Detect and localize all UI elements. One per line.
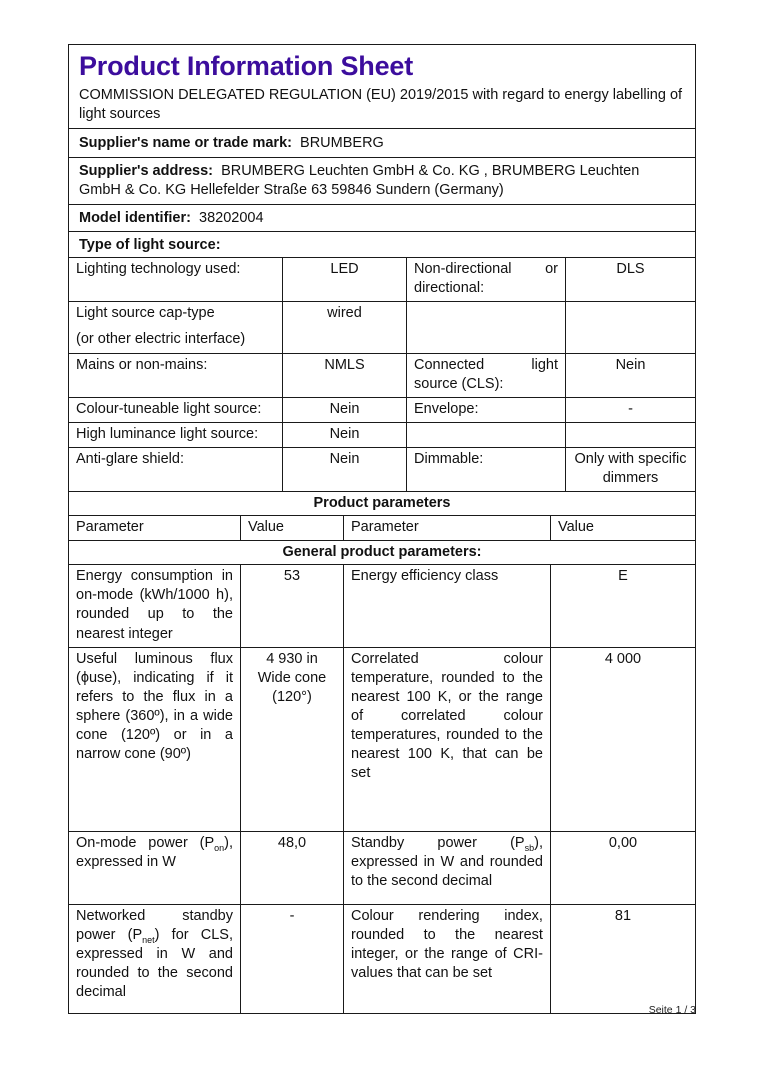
column-header: Value — [240, 515, 343, 540]
supplier-name-label: Supplier's name or trade mark: — [79, 135, 292, 151]
param-label-cell: Standby power $(P_{sb})$, expressed in W and rounded to the second decimal — [344, 831, 551, 904]
product-information-sheet — [68, 45, 696, 1014]
column-header: Value — [550, 515, 695, 540]
spec-param-cell: Anti-glare shield: — [69, 448, 283, 492]
regulation-subtitle: COMMISSION DELEGATED REGULATION (EU) 2019/2015 with regard to energy labelling of light sources — [79, 87, 683, 123]
page-number: Seite 1 / 3 — [648, 1004, 696, 1016]
param-value-cell: 4 930 in Wide cone (120°) — [240, 647, 343, 831]
spec-param-cell — [407, 302, 566, 353]
spec-value-cell: Only with specific dimmers — [566, 448, 696, 492]
param-label-cell: Useful luminous flux (ϕuse), indicating if it refers to the flux in a sphere (360º), in a wide cone (120º) or in a narrow cone (90º) — [69, 647, 241, 831]
model-identifier-row — [68, 204, 696, 232]
column-header-row — [69, 515, 696, 540]
supplier-address-label: Supplier's address: — [79, 162, 213, 179]
spec-param-cell: Dimmable: — [407, 448, 566, 492]
spec-param-cell — [407, 422, 566, 447]
spec-param-cell: Mains or non-mains: — [69, 353, 283, 397]
spec-param-cell: High luminance light source: — [69, 422, 283, 447]
title-block — [68, 44, 696, 130]
spec-value-cell: NMLS — [282, 353, 406, 397]
param-value-cell: 48,0 — [240, 831, 343, 904]
table-row — [69, 353, 696, 397]
param-value-cell: 0,00 — [550, 831, 695, 904]
supplier-name-row — [68, 128, 696, 158]
spec-param-cell: Envelope: — [407, 397, 566, 422]
supplier-address-value: BRUMBERG Leuchten GmbH & Co. KG , BRUMBERG Leuchten GmbH & Co. KG Hellefelder Straße 63 59846 Sundern (Germany) — [79, 162, 640, 199]
model-identifier-label: Model identifier: — [79, 210, 191, 226]
table-row — [69, 448, 696, 492]
spec-param-cell: Non-directional or directional: — [407, 258, 566, 302]
table-row — [69, 422, 696, 447]
light-source-spec-table — [68, 257, 696, 492]
param-label-cell: Energy efficiency class — [344, 565, 551, 648]
spec-value-cell: Nein — [282, 448, 406, 492]
table-row — [69, 831, 696, 904]
cap-type-line2: (or other electric interface) — [76, 331, 246, 348]
param-label-cell: On-mode power $(P_{on})$, expressed in W — [69, 831, 241, 904]
param-value-cell: 81 — [550, 904, 695, 1013]
column-header: Parameter — [344, 515, 551, 540]
subsection-header-row — [69, 541, 696, 565]
model-identifier-value: 38202004 — [199, 210, 264, 226]
spec-value-cell: DLS — [566, 258, 696, 302]
spec-value-cell — [566, 422, 696, 447]
cap-type-line1: Light source cap-type — [76, 305, 215, 322]
param-value-cell: - — [240, 904, 343, 1013]
spec-param-cell: Colour-tuneable light source: — [69, 397, 283, 422]
param-label-cell: Energy consumption in on-mode (kWh/1000 h), rounded up to the nearest integer — [69, 565, 241, 648]
spec-param-cell — [69, 302, 283, 353]
table-row — [69, 647, 696, 831]
spec-value-cell: LED — [282, 258, 406, 302]
param-value-cell: 4 000 — [550, 647, 695, 831]
param-value-cell: 53 — [240, 565, 343, 648]
type-of-light-source-row — [68, 231, 696, 259]
product-parameters-table — [68, 491, 696, 1014]
spec-param-cell: Lighting technology used: — [69, 258, 283, 302]
table-row — [69, 904, 696, 1013]
spec-value-cell: Nein — [282, 397, 406, 422]
param-label-cell: Correlated colour temperature, rounded to the nearest 100 K, or the range of correlated colour temperatures, rounded to the nearest 100 K, that can be set — [344, 647, 551, 831]
param-label-cell: Networked standby power $(P_{net})$ for CLS, expressed in W and rounded to the second decimal — [69, 904, 241, 1013]
type-of-light-source-label: Type of light source: — [79, 236, 221, 253]
section-header-row — [69, 491, 696, 515]
spec-value-cell: Nein — [566, 353, 696, 397]
param-label-cell: Colour rendering index, rounded to the nearest integer, or the range of CRI-values that can be set — [344, 904, 551, 1013]
page-title: Product Information Sheet — [79, 50, 414, 81]
product-parameters-heading: Product parameters — [69, 491, 696, 515]
column-header: Parameter — [69, 515, 241, 540]
param-value-cell: E — [550, 565, 695, 648]
spec-value-cell: Nein — [282, 422, 406, 447]
spec-param-cell: Connected light source (CLS): — [407, 353, 566, 397]
spec-value-cell: - — [566, 397, 696, 422]
spec-value-cell: wired — [282, 302, 406, 353]
table-row — [69, 302, 696, 353]
supplier-name-value: BRUMBERG — [300, 135, 384, 151]
general-product-parameters-heading: General product parameters: — [69, 541, 696, 565]
spec-value-cell — [566, 302, 696, 353]
supplier-address-row — [68, 157, 696, 206]
table-row — [69, 397, 696, 422]
table-row — [69, 258, 696, 302]
table-row — [69, 565, 696, 648]
